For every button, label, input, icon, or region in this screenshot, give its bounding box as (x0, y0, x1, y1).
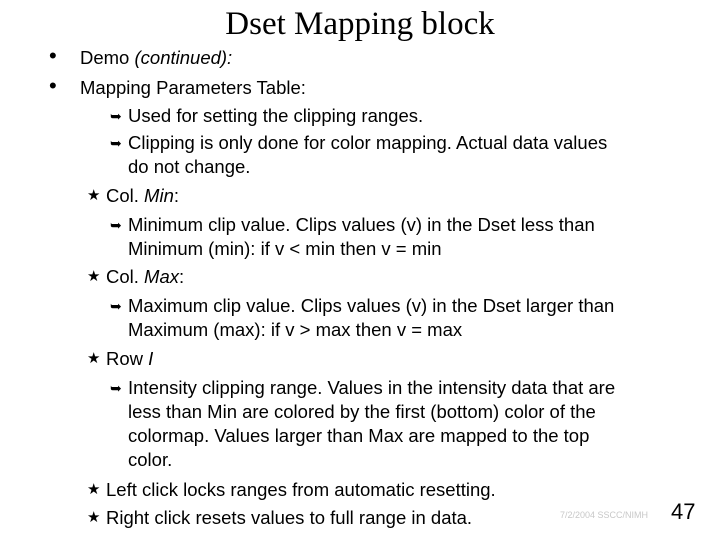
curved-arrow-icon: ➥ (110, 217, 122, 233)
row-i-line: colormap. Values larger than Max are mapped to the top (128, 425, 590, 446)
col-max-italic: Max (144, 266, 179, 287)
star-icon: ★ (87, 509, 101, 526)
col-min-line: Minimum clip value. Clips values (v) in the Dset less than (128, 214, 595, 235)
star-icon: ★ (87, 187, 101, 204)
bullet-demo-italic: (continued): (134, 47, 233, 68)
row-i-heading (106, 347, 153, 371)
col-max-line: Maximum (max): if v > max then v = max (128, 319, 463, 340)
left-click-note: Left click locks ranges from automatic resetting. (106, 479, 496, 500)
curved-arrow-icon: ➥ (110, 380, 122, 396)
slide-footer: 7/2/2004 SSCC/NIMH (560, 510, 649, 520)
row-i-line: color. (128, 449, 173, 470)
col-max-heading (106, 265, 184, 289)
row-i-line: Intensity clipping range. Values in the intensity data that are (128, 377, 616, 398)
round-bullet-icon: • (49, 43, 57, 68)
col-min-label: Col. (106, 185, 145, 206)
slide-title: Dset Mapping block (225, 6, 495, 42)
col-max-line: Maximum clip value. Clips values (v) in the Dset larger than (128, 295, 615, 316)
curved-arrow-icon: ➥ (110, 108, 122, 124)
bullet-demo (80, 46, 232, 70)
right-click-note: Right click resets values to full range in data. (106, 507, 473, 528)
col-min-italic: Min (144, 185, 174, 206)
round-bullet-icon: • (49, 73, 57, 98)
curved-arrow-icon: ➥ (110, 135, 122, 151)
row-i-label: Row (106, 348, 149, 369)
col-min-suffix: : (173, 185, 179, 206)
col-min-line: Minimum (min): if v < min then v = min (128, 238, 442, 259)
col-min-heading (106, 184, 179, 208)
row-i-italic: I (148, 348, 154, 369)
row-i-line: less than Min are colored by the first (bottom) color of the (128, 401, 596, 422)
star-icon: ★ (87, 481, 101, 498)
page-number: 47 (671, 499, 696, 524)
bullet-mapping-parameters: Mapping Parameters Table: (80, 77, 306, 98)
point-clipping-only: Clipping is only done for color mapping. Actual data values (128, 132, 608, 153)
col-max-label: Col. (106, 266, 145, 287)
curved-arrow-icon: ➥ (110, 298, 122, 314)
star-icon: ★ (87, 268, 101, 285)
point-clipping-only-cont: do not change. (128, 156, 251, 177)
col-max-suffix: : (179, 266, 185, 287)
bullet-demo-label: Demo (80, 47, 135, 68)
star-icon: ★ (87, 350, 101, 367)
point-used-for: Used for setting the clipping ranges. (128, 105, 424, 126)
